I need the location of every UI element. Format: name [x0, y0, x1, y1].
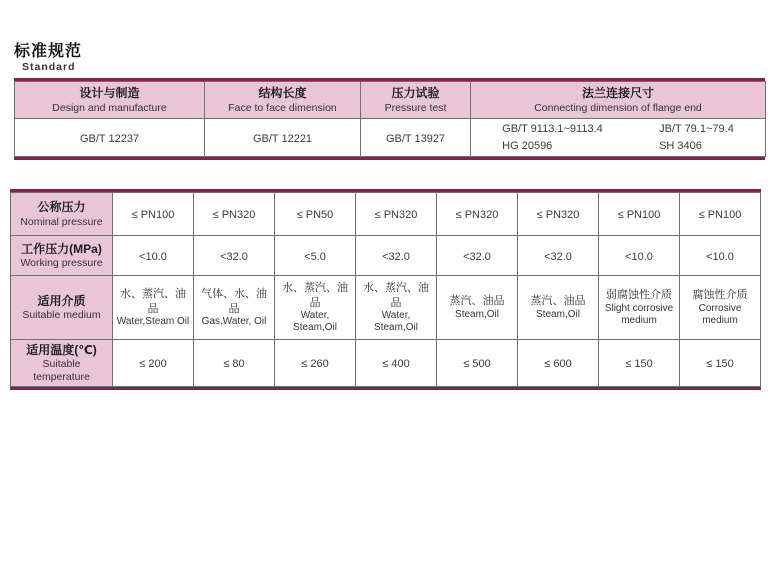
- standard-table-value-row: [15, 119, 766, 157]
- standard-table-header-row: [15, 82, 766, 119]
- page-title-en: Standard: [22, 61, 76, 73]
- suitable-temperature-value: ≤ 400: [356, 340, 437, 387]
- value-pressure-test: GB/T 13927: [361, 119, 471, 157]
- suitable-medium-value: 水、蒸汽、油品 Water, Steam,Oil: [356, 276, 437, 340]
- header-flange-dimension: [471, 82, 766, 119]
- rowheader-suitable-temperature: 适用温度(℃) Suitable temperature: [11, 340, 113, 387]
- suitable-medium-value: 气体、水、油品 Gas,Water, Oil: [194, 276, 275, 340]
- header-face-to-face: [205, 82, 361, 119]
- suitable-medium-value: 腐蚀性介质 Corrosive medium: [680, 276, 761, 340]
- working-pressure-value: <32.0: [194, 236, 275, 276]
- header-pressure-zh: 压力试验: [391, 86, 440, 101]
- suitable-medium-value: 水、蒸汽、油品 Water,Steam Oil: [113, 276, 194, 340]
- nominal-pressure-value: ≤ PN320: [437, 193, 518, 236]
- value-design-manufacture: GB/T 12237: [15, 119, 205, 157]
- rowheader-working-pressure: 工作压力(MPa) Working pressure: [11, 236, 113, 276]
- row-suitable-medium: [11, 276, 761, 340]
- header-flange-en: Connecting dimension of flange end: [534, 101, 702, 114]
- flange-standards-group-a: GB/T 9113.1~9113.4 HG 20596: [502, 123, 603, 152]
- working-pressure-value: <5.0: [275, 236, 356, 276]
- suitable-temperature-value: ≤ 600: [518, 340, 599, 387]
- page-title-zh: 标准规范: [14, 43, 83, 60]
- header-design-zh: 设计与制造: [79, 86, 140, 101]
- suitable-temperature-value: ≤ 150: [680, 340, 761, 387]
- nominal-pressure-value: ≤ PN100: [599, 193, 680, 236]
- header-design-en: Design and manufacture: [52, 101, 167, 114]
- header-face-en: Face to face dimension: [228, 101, 337, 114]
- rowheader-suitable-medium: 适用介质 Suitable medium: [11, 276, 113, 340]
- header-flange-zh: 法兰连接尺寸: [581, 86, 654, 101]
- working-pressure-value: <10.0: [680, 236, 761, 276]
- working-pressure-value: <10.0: [113, 236, 194, 276]
- nominal-pressure-value: ≤ PN320: [356, 193, 437, 236]
- header-pressure-en: Pressure test: [384, 101, 447, 114]
- row-nominal-pressure: [11, 193, 761, 236]
- row-suitable-temperature: [11, 340, 761, 387]
- nominal-pressure-value: ≤ PN320: [518, 193, 599, 236]
- row-working-pressure: [11, 236, 761, 276]
- working-pressure-value: <32.0: [518, 236, 599, 276]
- suitable-temperature-value: ≤ 150: [599, 340, 680, 387]
- rowheader-nominal-pressure: 公称压力 Nominal pressure: [11, 193, 113, 236]
- page-title: [14, 38, 82, 74]
- header-face-zh: 结构长度: [258, 86, 307, 101]
- suitable-medium-value: 蒸汽、油品 Steam,Oil: [518, 276, 599, 340]
- header-pressure-test: [361, 82, 471, 119]
- header-design-manufacture: [15, 82, 205, 119]
- suitable-temperature-value: ≤ 500: [437, 340, 518, 387]
- standard-table: [14, 78, 765, 160]
- nominal-pressure-value: ≤ PN100: [680, 193, 761, 236]
- working-pressure-value: <32.0: [437, 236, 518, 276]
- nominal-pressure-value: ≤ PN50: [275, 193, 356, 236]
- suitable-temperature-value: ≤ 200: [113, 340, 194, 387]
- flange-standards-group-b: JB/T 79.1~79.4 SH 3406: [659, 123, 734, 152]
- nominal-pressure-value: ≤ PN320: [194, 193, 275, 236]
- working-pressure-value: <10.0: [599, 236, 680, 276]
- suitable-medium-value: 蒸汽、油品 Steam,Oil: [437, 276, 518, 340]
- value-flange-dimension: [471, 119, 766, 157]
- suitable-temperature-value: ≤ 80: [194, 340, 275, 387]
- value-face-to-face: GB/T 12221: [205, 119, 361, 157]
- spec-table: [10, 189, 761, 390]
- suitable-temperature-value: ≤ 260: [275, 340, 356, 387]
- suitable-medium-value: 弱腐蚀性介质 Slight corrosive medium: [599, 276, 680, 340]
- working-pressure-value: <32.0: [356, 236, 437, 276]
- suitable-medium-value: 水、蒸汽、油品 Water, Steam,Oil: [275, 276, 356, 340]
- nominal-pressure-value: ≤ PN100: [113, 193, 194, 236]
